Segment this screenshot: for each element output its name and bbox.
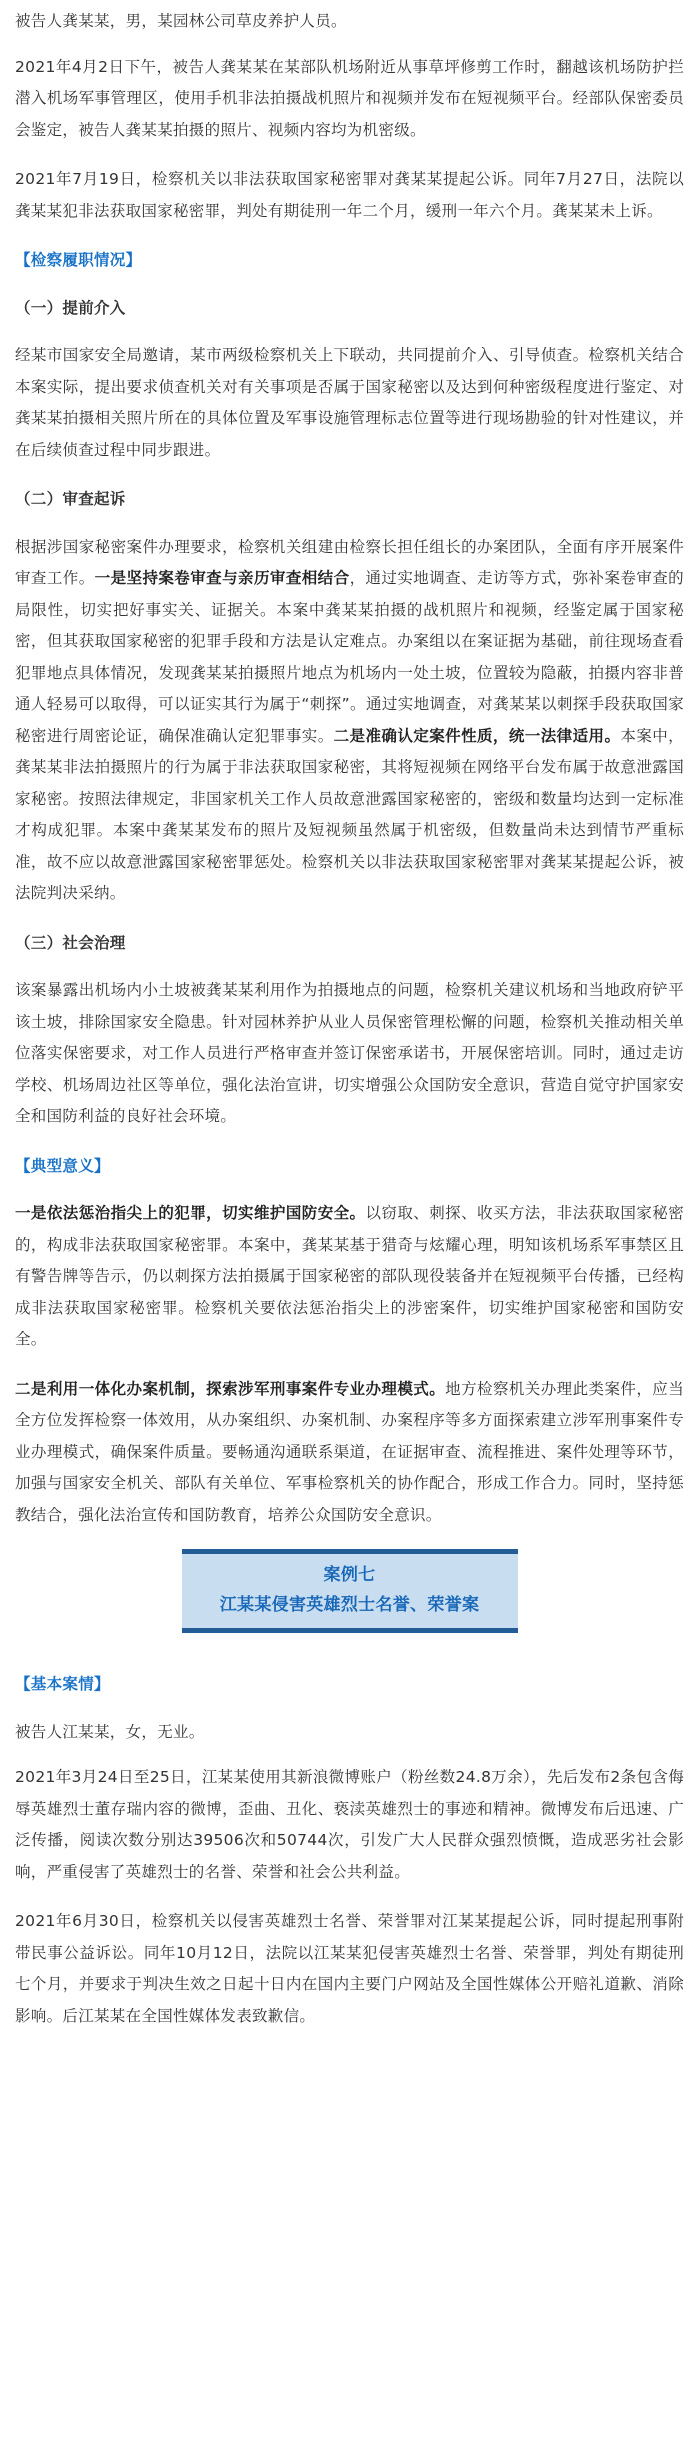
significance-point-2-text: 地方检察机关办理此类案件，应当全方位发挥检察一体效用，从办案组织、办案机制、办案程序等多方面探索建立涉军刑事案件专业办理模式，确保案件质量。要畅通沟通联系渠道，在证据审查、流程推进、案件处理等环节，加强与国家安全机关、部队有关单位、军事检察机关的协作配合，形成工作合力。同时，坚持惩教结合，强化法治宣传和国防教育，培养公众国防安全意识。 bbox=[15, 1379, 684, 1524]
case6-facts-2: 2021年7月19日，检察机关以非法获取国家秘密罪对龚某某提起公诉。同年7月27日，法院以龚某某犯非法获取国家秘密罪，判处有期徒刑一年二个月，缓刑一年六个月。龚某某未上诉。 bbox=[15, 170, 684, 220]
significance-point-1-title: 一是依法惩治指尖上的犯罪，切实维护国防安全。 bbox=[15, 1204, 366, 1222]
review-point-2-text: 本案中，龚某某非法拍摄照片的行为属于非法获取国家秘密，其将短视频在网络平台发布属于故意泄露国家秘密。按照法律规定，非国家机关工作人员故意泄露国家秘密的，密级和数量均达到一定标准才构成犯罪。本案中龚某某发布的照片及短视频虽然属于机密级，但数量尚未达到情节严重标准，故不应以故意泄露国家秘密罪惩处。检察机关以非法获取国家秘密罪对龚某某提起公诉，被法院判决采纳。 bbox=[15, 726, 684, 902]
review-intro: 根据涉国家秘密案件办理要求，检察机关组建由检察长担任组长的办案团队，全面有序开展案件审查工作。 bbox=[15, 537, 684, 587]
case7-title: 江某某侵害英雄烈士名誉、荣誉案 bbox=[219, 1595, 480, 1615]
review-prosecution-text bbox=[15, 532, 684, 910]
early-intervention-heading: （一）提前介入 bbox=[15, 298, 126, 317]
case6-defendant: 被告人龚某某，男，某园林公司草皮养护人员。 bbox=[15, 12, 347, 30]
review-prosecution-heading: （二）审查起诉 bbox=[15, 490, 126, 508]
social-governance-heading: （三）社会治理 bbox=[15, 933, 126, 952]
social-governance-text: 该案暴露出机场内小土坡被龚某某利用作为拍摄地点的问题，检察机关建议机场和当地政府铲平该土坡，排除国家安全隐患。针对园林养护从业人员保密管理松懈的问题，检察机关推动相关单位落实保密要求，对工作人员进行严格审查并签订保密承诺书，开展保密培训。同时，通过走访学校、机场周边社区等单位，强化法治宣讲，切实增强公众国防安全意识，营造自觉守护国家安全和国防利益的良好社会环境。 bbox=[15, 981, 684, 1125]
significance-point-1-text: 以窃取、刺探、收买方法，非法获取国家秘密的，构成非法获取国家秘密罪。本案中，龚某某基于猎奇与炫耀心理，明知该机场系军事禁区且有警告牌等告示，仍以刺探方法拍摄属于国家秘密的部队现役装备并在短视频平台传播，已经构成非法获取国家秘密罪。检察机关要依法惩治指尖上的涉密案件，切实维护国家秘密和国防安全。 bbox=[15, 1204, 684, 1348]
case7-banner bbox=[182, 1549, 518, 1633]
review-point-1-text: ，通过实地调查、走访等方式，弥补案卷审查的局限性，切实把好事实关、证据关。本案中龚某某拍摄的战机照片和视频，经鉴定属于国家秘密，但其获取国家秘密的犯罪手段和方法是认定难点。办案组以在案证据为基础，前往现场查看犯罪地点具体情况，发现龚某某拍摄照片地点为机场内一处土坡，位置较为隐蔽，拍摄内容非普通人轻易可以取得，可以证实其行为属于“刺探”。通过实地调查，对龚某某以刺探手段获取国家秘密进行周密论证，确保准确认定犯罪事实。 bbox=[15, 569, 684, 745]
duty-section-heading: 【检察履职情况】 bbox=[15, 251, 142, 269]
case7-banner-wrap bbox=[15, 1549, 684, 1633]
basic-facts-heading: 【基本案情】 bbox=[15, 1675, 110, 1693]
significance-point-2-title: 二是利用一体化办案机制，探索涉军刑事案件专业办理模式。 bbox=[15, 1379, 446, 1398]
case7-facts-1: 2021年3月24日至25日，江某某使用其新浪微博账户（粉丝数24.8万余），先后发布2条包含侮辱英雄烈士董存瑞内容的微博，歪曲、丑化、亵渎英雄烈士的事迹和精神。微博发布后迅速、广泛传播，阅读次数分别达39506次和50744次，引发广大人民群众强烈愤慨，造成恶劣社会影响，严重侵害了英雄烈士的名誉、荣誉和社会公共利益。 bbox=[15, 1768, 684, 1881]
case7-defendant: 被告人江某某，女，无业。 bbox=[15, 1722, 205, 1741]
review-point-2: 二是准确认定案件性质，统一法律适用。 bbox=[333, 726, 621, 745]
early-intervention-text: 经某市国家安全局邀请，某市两级检察机关上下联动，共同提前介入、引导侦查。检察机关结合本案实际，提出要求侦查机关对有关事项是否属于国家秘密以及达到何种密级程度进行鉴定、对龚某某拍摄相关照片所在的具体位置及军事设施管理标志位置等进行现场勘验的针对性建议，并在后续侦查过程中同步跟进。 bbox=[15, 346, 684, 459]
case7-number: 案例七 bbox=[323, 1565, 376, 1585]
significance-heading: 【典型意义】 bbox=[15, 1156, 110, 1175]
case6-facts-1: 2021年4月2日下午，被告人龚某某在某部队机场附近从事草坪修剪工作时，翻越该机场防护拦潜入机场军事管理区，使用手机非法拍摄战机照片和视频并发布在短视频平台。经部队保密委员会鉴定，被告人龚某某拍摄的照片、视频内容均为机密级。 bbox=[15, 57, 684, 139]
review-point-1: 一是坚持案卷审查与亲历审查相结合 bbox=[94, 569, 350, 587]
significance-point-2 bbox=[15, 1374, 684, 1532]
significance-point-1 bbox=[15, 1198, 684, 1356]
case7-facts-2: 2021年6月30日，检察机关以侵害英雄烈士名誉、荣誉罪对江某某提起公诉，同时提起刑事附带民事公益诉讼。同年10月12日，法院以江某某犯侵害英雄烈士名誉、荣誉罪，判处有期徒刑七个月，并要求于判决生效之日起十日内在国内主要门户网站及全国性媒体公开赔礼道歉、消除影响。后江某某在全国性媒体发表致歉信。 bbox=[15, 1912, 684, 2025]
